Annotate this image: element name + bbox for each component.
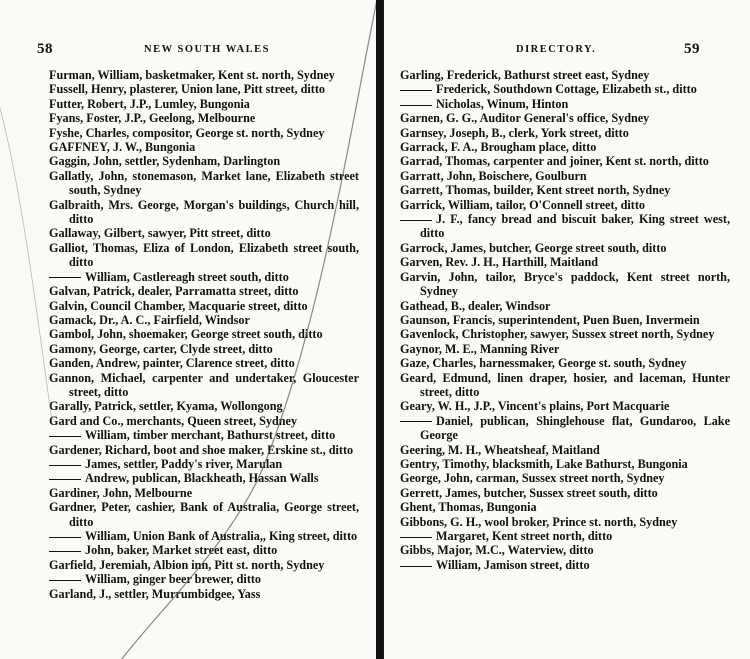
directory-entries [49,68,359,601]
entry-text: Gambol, John, shoemaker, George street south, ditto [49,327,323,342]
entry-text: Gannon, Michael, carpenter and undertaker, Gloucester street, ditto [49,370,359,399]
directory-entry [400,342,730,356]
entry-text: William, Jamison street, ditto [436,557,590,572]
entry-text: Garrett, Thomas, builder, Kent street north, Sydney [400,183,671,198]
directory-entry [49,270,359,284]
directory-entry [49,529,359,543]
entry-text: Gibbons, G. H., wool broker, Prince st. north, Sydney [400,514,678,529]
entry-text: Gamack, Dr., A. C., Fairfield, Windsor [49,312,250,327]
directory-entry [400,515,730,529]
directory-entry [49,82,359,96]
entry-text: Garally, Patrick, settler, Kyama, Wollongong [49,399,283,414]
directory-entry [49,198,359,227]
entry-text: Garrad, Thomas, carpenter and joiner, Kent st. north, ditto [400,154,709,169]
entry-text: Fyans, Foster, J.P., Geelong, Melbourne [49,111,256,126]
entry-text: William, Union Bank of Australia,, King street, ditto [85,529,358,543]
entry-text: Andrew, publican, Blackheath, Hassan Walls [85,471,319,486]
directory-entry [49,587,359,601]
entry-text: Garrick, William, tailor, O'Connell street, ditto [400,197,645,212]
directory-entry [400,327,730,341]
directory-entry [49,169,359,198]
directory-entry [400,543,730,557]
entry-text: Fussell, Henry, plasterer, Union lane, Pitt street, ditto [49,82,326,97]
entry-text: Galliot, Thomas, Eliza of London, Elizabeth street south, ditto [49,240,359,270]
directory-entry [49,299,359,313]
entry-text: Geering, M. H., Wheatsheaf, Maitland [400,442,600,457]
entry-text: Galvin, Council Chamber, Macquarie street, ditto [49,298,308,313]
entry-text: Garrack, F. A., Brougham place, ditto [400,140,597,155]
entry-text: Gavenlock, Christopher, sawyer, Sussex street north, Sydney [400,327,715,342]
directory-entry [400,486,730,500]
ditto-dash [400,421,432,422]
entry-text: William, ginger beer brewer, ditto [85,572,262,587]
entry-text: Gaunson, Francis, superintendent, Puen Buen, Invermein [400,312,700,327]
entry-text: Garven, Rev. J. H., Harthill, Maitland [400,255,599,270]
directory-entry [400,313,730,327]
entry-text: George, John, carman, Sussex street north, Sydney [400,471,665,486]
entry-text: Garling, Frederick, Bathurst street east, Sydney [400,68,650,82]
directory-entry [49,414,359,428]
entry-text: Garrock, James, butcher, George street south, ditto [400,240,667,255]
directory-entry [49,543,359,557]
directory-entry [400,169,730,183]
ditto-dash [49,479,81,480]
entry-text: Fyshe, Charles, compositor, George st. north, Sydney [49,125,325,140]
entry-text: Gallatly, John, stonemason, Market lane, Elizabeth street south, Sydney [49,168,359,198]
directory-entry [49,399,359,413]
directory-entry [400,82,730,96]
directory-entries [400,68,730,572]
directory-entry [400,126,730,140]
directory-entry [400,471,730,485]
page-number: 59 [684,41,700,57]
directory-entry [400,399,730,413]
directory-entry [49,471,359,485]
directory-entry [400,558,730,572]
directory-entry [400,97,730,111]
entry-text: Gardner, Peter, cashier, Bank of Australia, George street, ditto [49,500,359,529]
directory-entry [400,198,730,212]
page-number: 58 [37,41,53,57]
entry-text: Galbraith, Mrs. George, Morgan's buildings, Church hill, ditto [49,197,359,227]
directory-entry [400,299,730,313]
directory-entry [49,97,359,111]
directory-entry [49,241,359,270]
directory-entry [400,371,730,400]
ditto-dash [49,551,81,552]
directory-entry [400,270,730,299]
ditto-dash [400,566,432,567]
directory-entry [49,111,359,125]
entry-text: Gard and Co., merchants, Queen street, Sydney [49,413,298,428]
entry-text: William, timber merchant, Bathurst street, ditto [85,428,336,443]
entry-text: Garnsey, Joseph, B., clerk, York street, ditto [400,125,629,140]
entry-text: Garland, J., settler, Murrumbidgee, Yass [49,586,261,601]
entry-text: Gaynor, M. E., Manning River [400,341,560,356]
directory-entry [400,183,730,197]
directory-entry [400,212,730,241]
entry-text: Garvin, John, tailor, Bryce's paddock, Kent street north, Sydney [400,269,730,299]
directory-entry [400,111,730,125]
directory-entry [49,457,359,471]
entry-text: Geary, W. H., J.P., Vincent's plains, Port Macquarie [400,399,670,414]
entry-text: Ghent, Thomas, Bungonia [400,500,537,515]
entry-text: Frederick, Southdown Cottage, Elizabeth st., ditto [436,82,697,97]
entry-text: Gibbs, Major, M.C., Waterview, ditto [400,543,594,558]
directory-entry [400,414,730,443]
entry-text: Gamony, George, carter, Clyde street, ditto [49,341,273,356]
directory-entry [49,226,359,240]
entry-text: J. F., fancy bread and biscuit baker, King street west, ditto [420,212,730,241]
entry-text: Geard, Edmund, linen draper, hosier, and laceman, Hunter street, ditto [400,370,730,399]
ditto-dash [49,436,81,437]
directory-entry [49,356,359,370]
entry-text: Futter, Robert, J.P., Lumley, Bungonia [49,96,250,111]
directory-entry [49,140,359,154]
entry-text: Daniel, publican, Shinglehouse flat, Gundaroo, Lake George [420,413,730,443]
entry-text: GAFFNEY, J. W., Bungonia [49,140,196,155]
entry-text: Galvan, Patrick, dealer, Parramatta street, ditto [49,284,299,299]
running-head: NEW SOUTH WALES [144,44,270,55]
ditto-dash [400,537,432,538]
directory-entry [400,356,730,370]
entry-text: Nicholas, Winum, Hinton [436,96,569,111]
entry-text: Gentry, Timothy, blacksmith, Lake Bathurst, Bungonia [400,456,688,471]
directory-entry [49,443,359,457]
directory-entry [49,558,359,572]
directory-entry [400,68,730,82]
directory-entry [49,284,359,298]
ditto-dash [49,277,81,278]
entry-text: Margaret, Kent street north, ditto [436,529,613,543]
entry-text: Gallaway, Gilbert, sawyer, Pitt street, ditto [49,226,271,241]
entry-text: Furman, William, basketmaker, Kent st. north, Sydney [49,68,335,82]
entry-text: Garnen, G. G., Auditor General's office, Sydney [400,111,650,126]
ditto-dash [400,90,432,91]
directory-entry [400,154,730,168]
entry-text: Garfield, Jeremiah, Albion inn, Pitt st. north, Sydney [49,557,325,572]
directory-entry [49,313,359,327]
directory-entry [400,457,730,471]
ditto-dash [49,580,81,581]
entry-text: Gardener, Richard, boot and shoe maker, Erskine st., ditto [49,442,354,457]
entry-text: Gathead, B., dealer, Windsor [400,298,551,313]
directory-entry [400,255,730,269]
directory-entry [49,154,359,168]
directory-entry [49,371,359,400]
entry-text: Garratt, John, Boischere, Goulburn [400,168,587,183]
ditto-dash [49,537,81,538]
directory-entry [49,126,359,140]
entry-text: Gaze, Charles, harnessmaker, George st. south, Sydney [400,356,687,371]
running-head: DIRECTORY. [516,44,597,55]
directory-entry [400,241,730,255]
ditto-dash [400,105,432,106]
entry-text: Gerrett, James, butcher, Sussex street south, ditto [400,485,658,500]
entry-text: James, settler, Paddy's river, Marulan [85,456,283,471]
right-page [383,0,750,659]
directory-entry [400,529,730,543]
book-gutter [376,0,383,659]
entry-text: William, Castlereagh street south, ditto [85,269,289,284]
directory-entry [49,327,359,341]
entry-text: Gardiner, John, Melbourne [49,485,193,500]
directory-entry [49,572,359,586]
directory-entry [49,342,359,356]
directory-entry [49,68,359,82]
directory-entry [400,140,730,154]
directory-entry [400,500,730,514]
directory-entry [49,500,359,529]
ditto-dash [400,220,432,221]
entry-text: Gaggin, John, settler, Sydenham, Darlington [49,154,281,169]
entry-text: John, baker, Market street east, ditto [85,543,278,558]
entry-text: Ganden, Andrew, painter, Clarence street, ditto [49,356,295,371]
ditto-dash [49,465,81,466]
directory-entry [49,428,359,442]
directory-entry [49,486,359,500]
directory-entry [400,443,730,457]
